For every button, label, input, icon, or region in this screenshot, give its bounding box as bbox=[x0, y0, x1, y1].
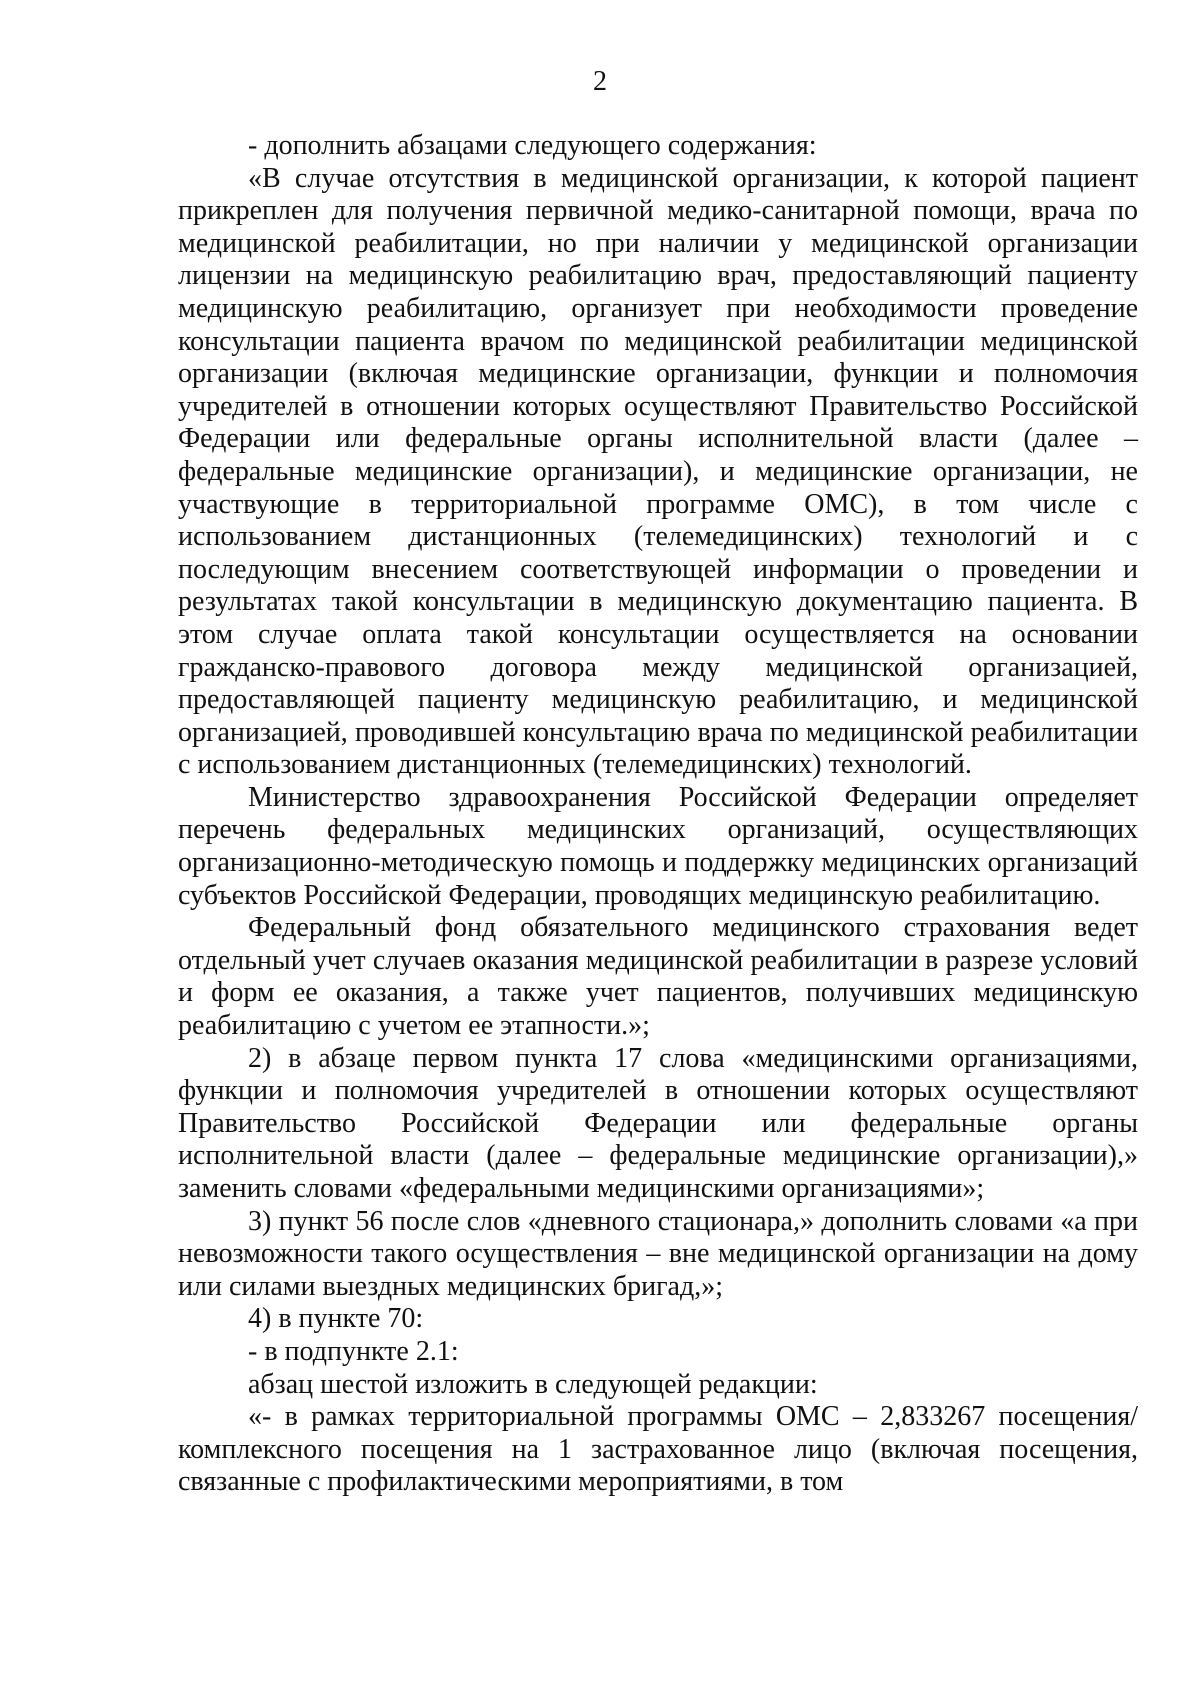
paragraph: абзац шестой изложить в следующей редакции: bbox=[248, 1368, 818, 1400]
paragraph: «В случае отсутствия в медицинской организации, к которой пациент прикреплен для получения первичной медико-санитарной помощи, врача по медицинской реабилитации, но при наличии у медицинской организации лицензии на медицинскую реабилитацию врач, предоставляющий пациенту медицинскую реабилитацию, организует при необходимости проведение консультации пациента врачом по медицинской реабилитации медицинской организации (включая медицинские организации, функции и полномочия учредителей в отношении которых осуществляют Правительство Российской Федерации или федеральные органы исполнительной власти (далее – федеральные медицинские организации), и медицинские организации, не участвующие в территориальной программе ОМС), в том числе с использованием дистанционных (телемедицинских) технологий и с последующим внесением соответствующей информации о проведении и результатах такой консультации в медицинскую документацию пациента. В этом случае оплата такой консультации осуществляется на основании гражданско-правового договора между медицинской организацией, предоставляющей пациенту медицинскую реабилитацию, и медицинской организацией, проводившей консультацию врача по медицинской реабилитации с использованием дистанционных (телемедицинских) технологий. bbox=[178, 162, 1138, 781]
paragraph: Федеральный фонд обязательного медицинского страхования ведет отдельный учет случаев оказания медицинской реабилитации в разрезе условий и форм ее оказания, а также учет пациентов, получивших медицинскую реабилитацию с учетом ее этапности.»; bbox=[178, 912, 1138, 1042]
paragraph: «- в рамках территориальной программы ОМС – 2,833267 посещения/комплексного посещения на 1 застрахованное лицо (включая посещения, связанные с профилактическими мероприятиями, в том bbox=[178, 1401, 1138, 1498]
paragraph: - в подпункте 2.1: bbox=[248, 1335, 459, 1367]
page-number: 2 bbox=[593, 66, 607, 97]
paragraph: 2) в абзаце первом пункта 17 слова «медицинскими организациями, функции и полномочия учредителей в отношении которых осуществляют Правительство Российской Федерации или федеральные органы исполнительной власти (далее – федеральные медицинские организации),» заменить словами «федеральными медицинскими организациями»; bbox=[178, 1042, 1138, 1204]
paragraph: 3) пункт 56 после слов «дневного стационара,» дополнить словами «а при невозможности такого осуществления – вне медицинской организации на дому или силами выездных медицинских бригад,»; bbox=[178, 1205, 1138, 1302]
paragraph: Министерство здравоохранения Российской Федерации определяет перечень федеральных медицинских организаций, осуществляющих организационно-методическую помощь и поддержку медицинских организаций субъектов Российской Федерации, проводящих медицинскую реабилитацию. bbox=[178, 781, 1138, 911]
document-body bbox=[178, 130, 1138, 1499]
paragraph: - дополнить абзацами следующего содержания: bbox=[248, 130, 817, 161]
paragraph: 4) в пункте 70: bbox=[248, 1303, 424, 1335]
